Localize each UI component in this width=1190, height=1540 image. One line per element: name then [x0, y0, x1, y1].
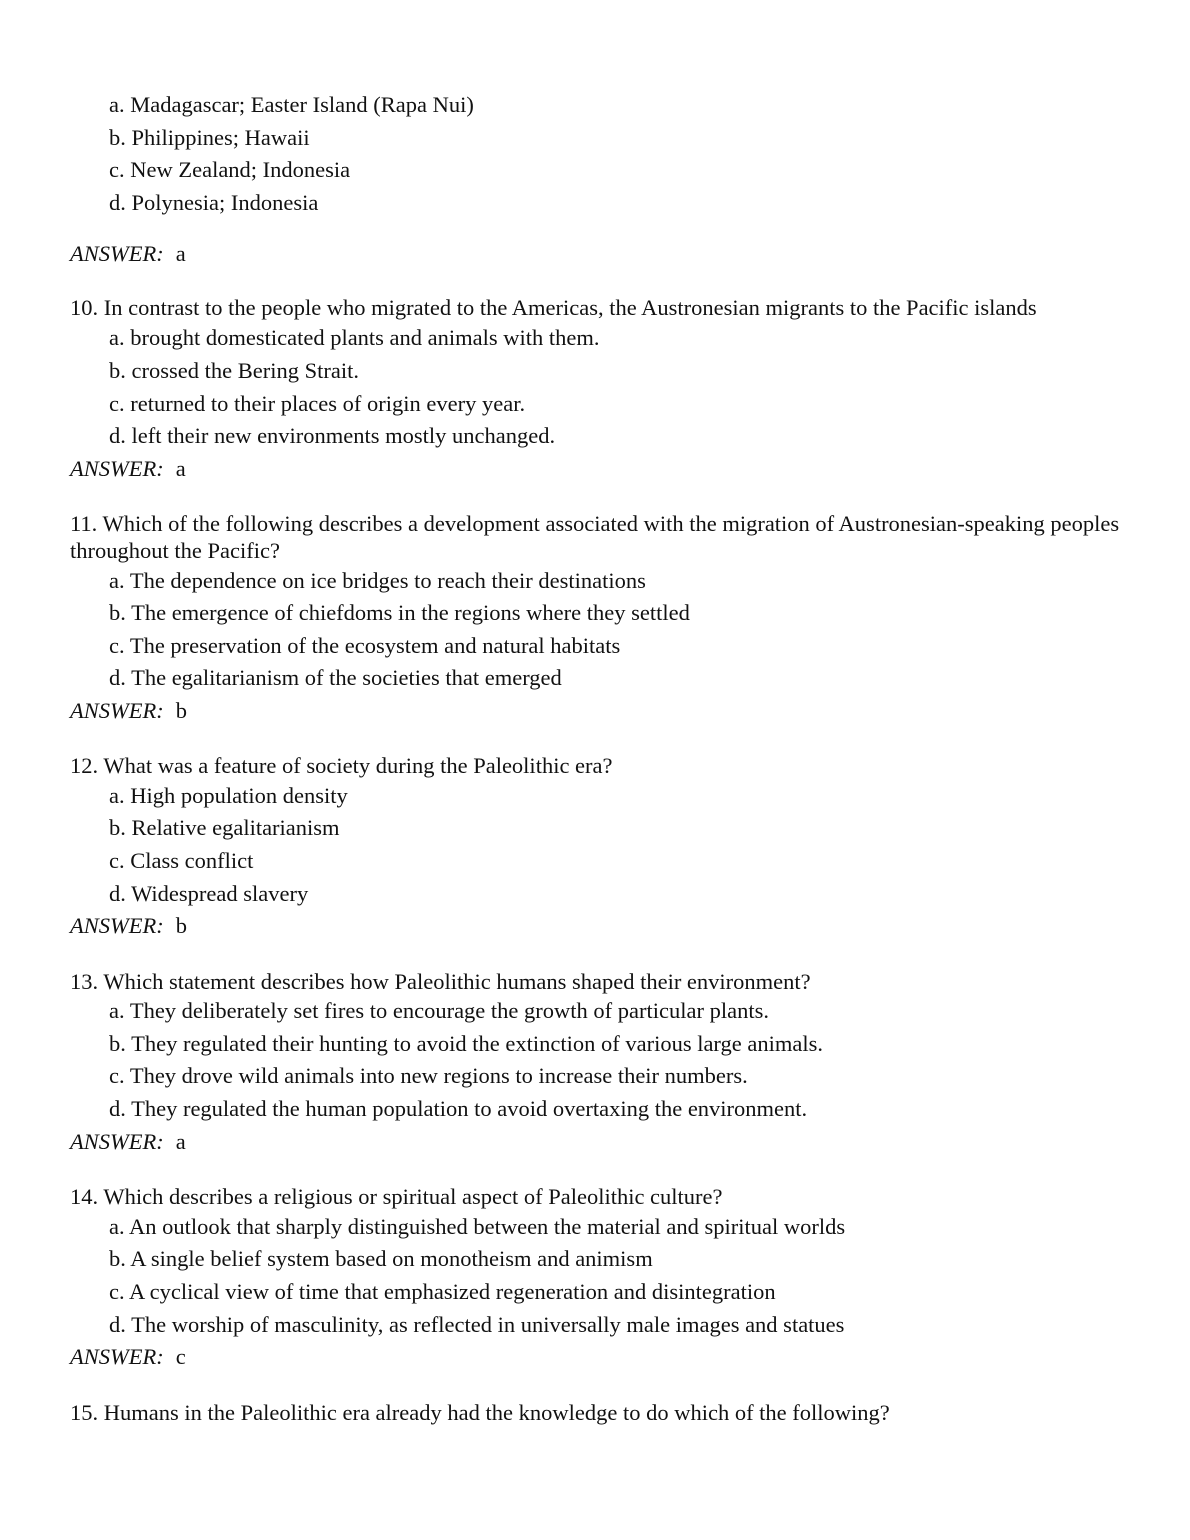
option-d: d. Polynesia; Indonesia	[109, 190, 319, 215]
option-c: c. Class conflict	[109, 848, 254, 873]
answer-line	[70, 1344, 186, 1370]
question-stem: 11. Which of the following describes a development associated with the migration of Austronesian-speaking peoples throughout the Pacific?	[70, 511, 1120, 563]
option-d: d. They regulated the human population to avoid overtaxing the environment.	[109, 1096, 808, 1121]
option-a: a. High population density	[109, 783, 348, 808]
question-stem: 13. Which statement describes how Paleolithic humans shaped their environment?	[70, 969, 811, 994]
question-stem: 10. In contrast to the people who migrated to the Americas, the Austronesian migrants to the Pacific islands	[70, 295, 1037, 320]
option-b: b. They regulated their hunting to avoid the extinction of various large animals.	[109, 1031, 823, 1056]
option-b: b. The emergence of chiefdoms in the regions where they settled	[109, 600, 690, 625]
option-a: a. The dependence on ice bridges to reach their destinations	[109, 568, 646, 593]
answer-line	[70, 1129, 186, 1155]
question-stem: 12. What was a feature of society during the Paleolithic era?	[70, 753, 613, 778]
option-a: a. An outlook that sharply distinguished between the material and spiritual worlds	[109, 1214, 846, 1239]
answer-label: ANSWER:	[70, 241, 164, 266]
option-b: b. Philippines; Hawaii	[109, 125, 310, 150]
option-d: d. The egalitarianism of the societies that emerged	[109, 665, 562, 690]
option-c: c. They drove wild animals into new regions to increase their numbers.	[109, 1063, 748, 1088]
answer-value: a	[175, 1129, 186, 1154]
option-a: a. Madagascar; Easter Island (Rapa Nui)	[109, 92, 474, 117]
answer-value: c	[175, 1344, 186, 1369]
option-d: d. The worship of masculinity, as reflected in universally male images and statues	[109, 1312, 845, 1337]
answer-value: a	[175, 241, 186, 266]
option-b: b. crossed the Bering Strait.	[109, 358, 359, 383]
answer-line	[70, 241, 186, 267]
question-stem: 14. Which describes a religious or spiritual aspect of Paleolithic culture?	[70, 1184, 723, 1209]
answer-line	[70, 698, 187, 724]
option-c: c. A cyclical view of time that emphasized regeneration and disintegration	[109, 1279, 776, 1304]
option-d: d. Widespread slavery	[109, 881, 309, 906]
answer-label: ANSWER:	[70, 913, 164, 938]
answer-line	[70, 456, 186, 482]
option-c: c. returned to their places of origin every year.	[109, 391, 526, 416]
answer-label: ANSWER:	[70, 1344, 164, 1369]
option-c: c. New Zealand; Indonesia	[109, 157, 351, 182]
answer-label: ANSWER:	[70, 698, 164, 723]
answer-value: b	[175, 913, 187, 938]
option-a: a. They deliberately set fires to encourage the growth of particular plants.	[109, 998, 769, 1023]
option-b: b. Relative egalitarianism	[109, 815, 340, 840]
option-d: d. left their new environments mostly unchanged.	[109, 423, 556, 448]
option-b: b. A single belief system based on monotheism and animism	[109, 1246, 653, 1271]
answer-value: a	[175, 456, 186, 481]
answer-value: b	[175, 698, 187, 723]
question-stem: 15. Humans in the Paleolithic era already had the knowledge to do which of the following?	[70, 1400, 890, 1425]
answer-label: ANSWER:	[70, 1129, 164, 1154]
answer-label: ANSWER:	[70, 456, 164, 481]
option-a: a. brought domesticated plants and animals with them.	[109, 325, 600, 350]
answer-line	[70, 913, 187, 939]
option-c: c. The preservation of the ecosystem and natural habitats	[109, 633, 621, 658]
